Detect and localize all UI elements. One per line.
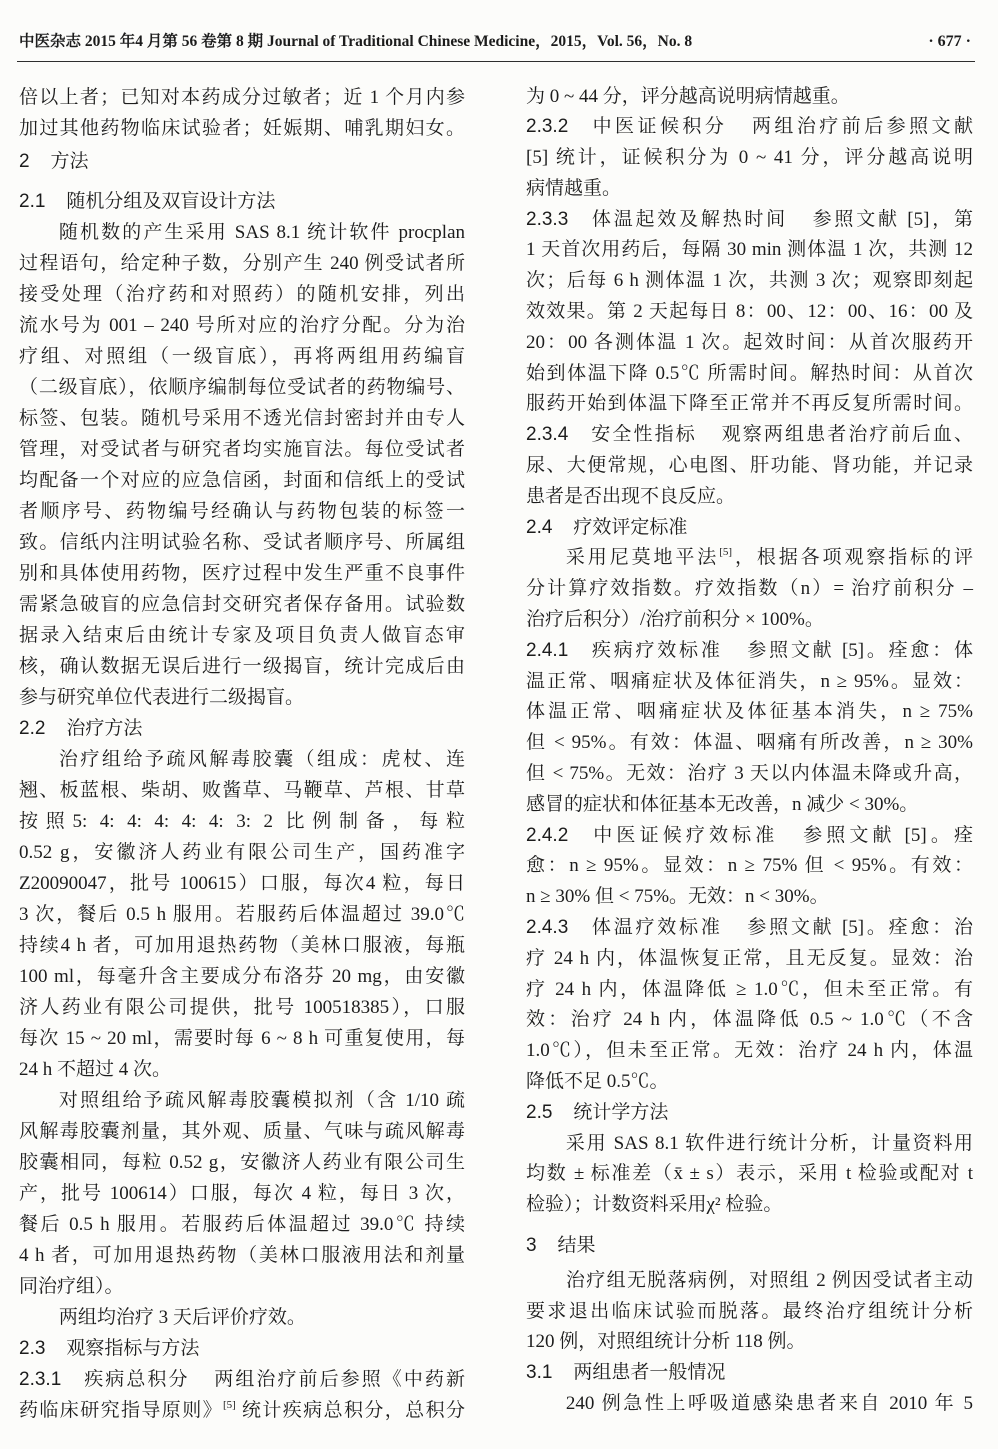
text-line: 按照5: 4: 4: 4: 4: 4: 3: 2 比例制备，每粒	[19, 810, 465, 832]
section-number: 2.1	[19, 190, 46, 212]
subsection-line	[526, 112, 973, 143]
text-line: 要求退出临床试验而脱落。最终治疗组统计分析	[526, 1300, 973, 1322]
section-title: 结果	[557, 1234, 596, 1256]
page-number: · 677 ·	[928, 33, 971, 50]
section-title: 中医证候疗效标准	[589, 824, 779, 846]
text-line: 为 0 ~ 44 分，评分越高说明病情越重。	[526, 85, 850, 107]
section-title: 安全性指标	[589, 424, 697, 446]
text-line: （二级盲底），依顺序编制每位受试者的药物编号、	[19, 376, 465, 398]
text-line: 济人药业有限公司提供，批号 100518385），口服	[19, 996, 465, 1018]
text-line: 别和具体使用药物，医疗过程中发生严重不良事件	[19, 562, 465, 584]
section-heading	[526, 1098, 973, 1129]
subsection-line	[526, 913, 973, 944]
text-line: 对照组给予疏风解毒胶囊模拟剂（含 1/10 疏	[58, 1089, 465, 1111]
text-line: 标签、包装。随机号采用不透光信封密封并由专人	[19, 407, 465, 429]
text-segment: 统计疾病总积分，总积分	[235, 1399, 465, 1421]
section-title: 治疗方法	[66, 717, 143, 739]
text-line: 次；后每 6 h 测体温 1 次，共测 3 次；观察即刻起	[526, 270, 973, 292]
text-line: 疗 24 h 内，体温降低 ≥ 1.0℃，但未至正常。有	[526, 978, 973, 1000]
section-title: 体温疗效标准	[589, 917, 723, 939]
subsection-text: 参照文献 [5]。痊	[803, 824, 973, 846]
text-line: 体温正常、咽痛症状及体征基本消失，n ≥ 75%	[526, 701, 973, 723]
subsection-text: 参照文献 [5]，第	[812, 208, 973, 230]
text-line: 每次 15 ~ 20 ml，需要时每 6 ~ 8 h 可重复使用，每	[19, 1027, 465, 1049]
text-line: 持续4 h 者，可加用退热药物（美林口服液，每瓶	[19, 934, 465, 956]
text-line: 致。信纸内注明试验名称、受试者顺序号、所属组	[19, 531, 465, 553]
text-line: 0.52 g，安徽济人药业有限公司生产，国药准字	[19, 841, 465, 863]
journal-citation: 中医杂志 2015 年4 月第 56 卷第 8 期 Journal of Traditional Chinese Medicine，2015，Vol. 56，No. 8	[19, 33, 693, 50]
text-segment: 采用尼莫地平法	[565, 547, 720, 569]
text-line	[526, 543, 973, 574]
section-number: 2.5	[526, 1101, 553, 1123]
section-number: 2.3.3	[526, 208, 569, 230]
subsection-line	[19, 1364, 465, 1395]
subsection-text: 参照文献 [5]。痊愈：治	[747, 917, 973, 939]
text-line: 治疗组给予疏风解毒胶囊（组成：虎杖、连	[58, 748, 465, 770]
subsection-text: 观察两组患者治疗前后血、	[721, 424, 973, 446]
text-line: 翘、板蓝根、柴胡、败酱草、马鞭草、芦根、甘草	[19, 779, 465, 801]
text-line: 流水号为 001 – 240 号所对应的治疗分配。分为治	[19, 314, 465, 336]
section-title: 两组患者一般情况	[573, 1362, 726, 1384]
text-line: 病情越重。	[526, 177, 622, 199]
text-line: 1.0℃），但未至正常。无效：治疗 24 h 内，体温	[526, 1040, 973, 1062]
section-title: 疗效评定标准	[573, 516, 688, 538]
text-line: 接受处理（治疗药和对照药）的随机安排，列出	[19, 283, 465, 305]
running-header	[19, 31, 973, 53]
text-line: 20：00 各测体温 1 次。起效时间：从首次服药开	[526, 331, 973, 353]
text-line: 但 < 95%。有效：体温、咽痛有所改善，n ≥ 30%	[526, 732, 973, 754]
section-number: 2.3.2	[526, 116, 569, 138]
section-title: 疾病总积分	[82, 1368, 190, 1390]
subsection-line	[526, 821, 973, 852]
section-heading	[19, 713, 465, 744]
text-line: 分计算疗效指数。疗效指数（n）= 治疗前积分 –	[526, 578, 973, 600]
text-line: 过程语句，给定种子数，分别产生 240 例受试者所	[19, 252, 465, 274]
text-line: 产，批号 100614）口服，每次 4 粒，每日 3 次，	[19, 1182, 465, 1204]
subsection-line	[526, 420, 973, 451]
text-line: 均配备一个对应的应急信函，封面和信纸上的受试	[19, 469, 465, 491]
text-line: 风解毒胶囊剂量，其外观、质量、气味与疏风解毒	[19, 1120, 465, 1142]
text-line: 需紧急破盲的应急信封交研究者保存备用。试验数	[19, 593, 465, 615]
section-number: 3	[526, 1234, 537, 1256]
text-line: 温正常、咽痛症状及体征消失，n ≥ 95%。显效：	[526, 670, 973, 692]
section-number: 2.3	[19, 1337, 46, 1359]
subsection-text: 参照文献 [5]。痊愈：体	[747, 639, 973, 661]
text-line: 胶囊相同，每粒 0.52 g，安徽济人药业有限公司生	[19, 1151, 465, 1173]
section-heading	[19, 1333, 465, 1364]
section-title: 随机分组及双盲设计方法	[66, 190, 276, 212]
text-line: 治疗组无脱落病例，对照组 2 例因受试者主动	[565, 1269, 973, 1291]
section-number: 2	[19, 150, 30, 172]
section-heading	[19, 186, 465, 217]
section-number: 2.4.1	[526, 639, 569, 661]
text-line: 120 例，对照组统计分析 118 例。	[526, 1331, 806, 1353]
subsection-text: 两组治疗前后参照文献	[751, 116, 973, 138]
text-line: Z20090047，批号 100615）口服，每次4 粒，每日	[19, 872, 465, 894]
text-line: 加过其他药物临床试验者；妊娠期、哺乳期妇女。	[19, 117, 465, 139]
text-line: 24 h 不超过 4 次。	[19, 1058, 172, 1080]
section-title: 疾病疗效标准	[589, 639, 723, 661]
section-number: 2.3.1	[19, 1368, 62, 1390]
section-number: 2.4	[526, 516, 553, 538]
text-line: 3 次，餐后 0.5 h 服用。若服药后体温超过 39.0℃	[19, 903, 465, 925]
section-title: 方法	[50, 150, 89, 172]
subsection-text: 两组治疗前后参照《中药新	[214, 1368, 465, 1390]
text-line: 参与研究单位代表进行二级揭盲。	[19, 686, 305, 708]
text-segment: 药临床研究指导原则》	[19, 1399, 223, 1421]
text-line: 餐后 0.5 h 服用。若服药后体温超过 39.0℃ 持续	[19, 1213, 465, 1235]
text-line: 感冒的症状和体征基本无改善，n 减少 < 30%。	[526, 793, 919, 815]
section-title: 中医证候积分	[589, 116, 728, 138]
text-line: 两组均治疗 3 天后评价疗效。	[58, 1306, 306, 1328]
text-line: 始到体温下降 0.5℃ 所需时间。解热时间：从首次	[526, 362, 973, 384]
left-column	[19, 82, 465, 1426]
text-line: 效：治疗 24 h 内，体温降低 0.5 ~ 1.0℃（不含	[526, 1009, 973, 1031]
subsection-line	[526, 636, 973, 667]
text-line: 采用 SAS 8.1 软件进行统计分析，计量资料用	[565, 1132, 973, 1154]
text-line: n ≥ 30% 但 < 75%。无效：n < 30%。	[526, 886, 829, 908]
text-line: 检验）；计数资料采用χ² 检验。	[526, 1194, 783, 1216]
text-line: 管理，对受试者与研究者均实施盲法。每位受试者	[19, 438, 465, 460]
header-rule	[17, 61, 975, 62]
text-line: 效效果。第 2 天起每日 8：00、12：00、16：00 及	[526, 301, 973, 323]
section-title: 体温起效及解热时间	[589, 208, 788, 230]
right-column	[526, 82, 973, 1420]
text-line: 疗 24 h 内，体温恢复正常，且无反复。显效：治	[526, 947, 973, 969]
subsection-line	[526, 205, 973, 236]
text-line	[19, 1395, 465, 1426]
text-line: 倍以上者；已知对本药成分过敏者；近 1 个月内参	[19, 86, 465, 108]
text-line: 据录入结束后由统计专家及项目负责人做盲态审	[19, 624, 465, 646]
text-line: 患者是否出现不良反应。	[526, 485, 736, 507]
text-line: 降低不足 0.5℃。	[526, 1071, 669, 1092]
text-line: 100 ml，每毫升含主要成分布洛芬 20 mg，由安徽	[19, 965, 465, 987]
section-title: 统计学方法	[573, 1101, 669, 1123]
section-heading	[19, 146, 465, 177]
section-number: 2.4.3	[526, 917, 569, 939]
section-heading	[526, 513, 973, 544]
text-line: 疗组、对照组（一级盲底），再将两组用药编盲	[19, 345, 465, 367]
text-line: 1 天首次用药后，每隔 30 min 测体温 1 次，共测 12	[526, 239, 973, 261]
section-heading	[526, 1358, 973, 1389]
text-line: 尿、大便常规，心电图、肝功能、肾功能，并记录	[526, 455, 973, 477]
citation-superscript: [5]	[223, 1398, 236, 1411]
text-segment: ，根据各项观察指标的评	[732, 547, 973, 569]
text-line: 愈：n ≥ 95%。显效：n ≥ 75% 但 < 95%。有效：	[526, 855, 973, 877]
text-line: 但 < 75%。无效：治疗 3 天以内体温未降或升高，	[526, 763, 973, 785]
text-line: 治疗后积分）/治疗前积分 × 100%。	[526, 609, 824, 631]
text-line: 240 例急性上呼吸道感染患者来自 2010 年 5	[565, 1392, 973, 1414]
text-line: 核，确认数据无误后进行一级揭盲，统计完成后由	[19, 655, 465, 677]
section-number: 2.3.4	[526, 424, 569, 446]
section-number: 2.2	[19, 717, 46, 739]
text-line: 者顺序号、药物编号经确认与药物包装的标签一	[19, 500, 465, 522]
text-line: 同治疗组）。	[19, 1275, 124, 1297]
section-heading	[526, 1231, 973, 1262]
section-number: 2.4.2	[526, 824, 569, 846]
text-line: 服药开始到体温下降至正常并不再反复所需时间。	[526, 393, 973, 415]
text-line: 4 h 者，可加用退热药物（美林口服液用法和剂量	[19, 1244, 465, 1266]
section-number: 3.1	[526, 1362, 553, 1384]
section-title: 观察指标与方法	[66, 1337, 200, 1359]
text-line: [5] 统计，证候积分为 0 ~ 41 分，评分越高说明	[526, 147, 973, 169]
citation-superscript: [5]	[719, 546, 733, 559]
text-line: 随机数的产生采用 SAS 8.1 统计软件 procplan	[58, 221, 465, 243]
text-line: 均数 ± 标准差（x̄ ± s）表示，采用 t 检验或配对 t	[526, 1163, 973, 1185]
